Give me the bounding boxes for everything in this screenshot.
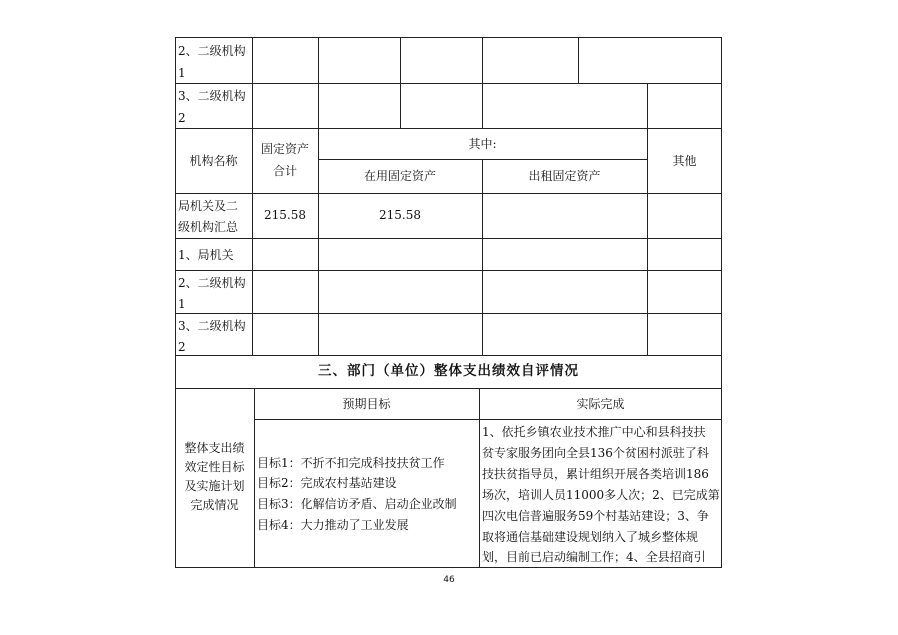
header-actual: 实际完成 [576,397,625,411]
header-expected: 预期目标 [342,397,391,411]
section-left-label: 整体支出绩 [184,441,245,455]
row-divider [175,355,722,356]
row-divider [254,419,722,420]
actual-text-line: 四次电信普遍服务59个村基站建设；3、争 [482,509,709,523]
page-number: 46 [443,575,455,585]
section-left-label: 完成情况 [190,498,239,512]
header-among: 其中: [468,137,497,151]
header-in-use: 在用固定资产 [363,169,436,183]
actual-text-line: 划，目前已启动编制工作；4、全县招商引 [482,550,706,564]
actual-text-line: 场次，培训人员11000多人次；2、已完成第 [482,488,720,502]
col-divider [400,37,401,128]
header-total-assets: 固定资产 [260,142,309,156]
col-divider [479,388,480,568]
row-divider [175,83,722,84]
header-rented: 出租固定资产 [528,169,601,183]
actual-text-line: 取将通信基础建设规划纳入了城乡整体规 [482,530,699,544]
section-left-label: 效定性目标 [184,460,245,474]
row-label: 1 [178,297,186,311]
row-label: 1 [178,66,186,80]
row-label: 1、局机关 [178,248,234,262]
header-org-name: 机构名称 [189,154,238,168]
row-label: 2、二级机构 [178,276,246,290]
goal-item: 目标3：化解信访矛盾、启动企业改制 [257,497,457,511]
actual-text-line: 1、依托乡镇农业技术推广中心和县科技扶 [482,425,706,439]
goal-item: 目标1：不折不扣完成科技扶贫工作 [257,456,445,470]
col-divider [318,128,319,355]
row-label: 2、二级机构 [178,44,246,58]
goal-item: 目标2：完成农村基站建设 [257,476,397,490]
header-other: 其他 [672,154,697,168]
cell-in-use: 215.58 [379,208,421,222]
row-divider [175,388,722,389]
col-divider [254,388,255,568]
col-divider [482,159,483,355]
row-divider [175,193,722,194]
section-title: 三、部门（单位）整体支出绩效自评情况 [318,363,579,379]
col-divider [252,37,253,128]
actual-text-line: 技扶贫指导员，累计组织开展各类培训186 [482,467,709,481]
row-divider [175,313,722,314]
actual-text-line: 贫专家服务团向全县136个贫困村派驻了科 [482,446,709,460]
header-total-assets: 合计 [272,164,297,178]
row-label: 2 [178,111,186,125]
col-divider [647,83,648,128]
col-divider [318,37,319,128]
col-divider [252,128,253,355]
row-label: 3、二级机构 [178,89,246,103]
row-label: 局机关及二 [178,199,239,213]
col-divider [578,37,579,83]
row-divider [175,270,722,271]
col-divider [482,37,483,128]
section-left-label: 及实施计划 [184,479,245,493]
goal-item: 目标4：大力推动了工业发展 [257,518,409,532]
row-label: 3、二级机构 [178,319,246,333]
row-label: 级机构汇总 [178,220,239,234]
cell-total: 215.58 [264,208,306,222]
row-divider [175,238,722,239]
row-divider [175,128,722,129]
row-label: 2 [178,340,186,354]
